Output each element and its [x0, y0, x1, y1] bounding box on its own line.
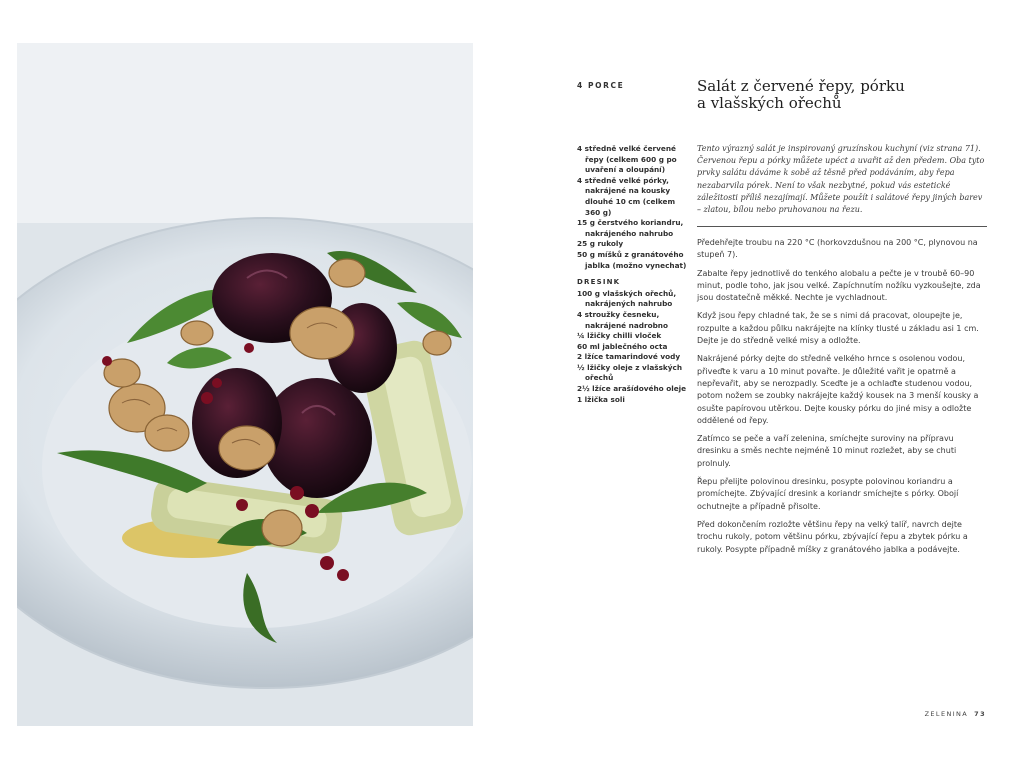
recipe-title-line-2: a vlašských ořechů: [697, 94, 842, 112]
method-step: Předehřejte troubu na 220 °C (horkovzdušnou na 200 °C, plynovou na stupeň 7).: [697, 238, 978, 260]
dressing-item: 2 lžíce tamarindové vody: [577, 352, 681, 362]
dressing-item: 4 stroužky česneku, nakrájené nadrobno: [577, 309, 669, 330]
method-steps: [697, 237, 989, 562]
dressing-item: 100 g vlašských ořechů, nakrájených nahrubo: [577, 288, 677, 309]
method-step: Řepu přelijte polovinou dresinku, posypte polovinou koriandru a promíchejte. Zbývající dresink a koriandr smíchejte s pórky. Obojí ochutnejte a případně přisolte.: [697, 477, 959, 511]
dressing-ingredient-list: [577, 289, 689, 406]
salad-plate-illustration: [17, 43, 473, 726]
ingredient-item: 50 g míšků z granátového jablka (možno vynechat): [577, 249, 687, 270]
method-step: Zabalte řepy jednotlivě do tenkého alobalu a pečte je v troubě 60–90 minut, podle toho, jak jsou velké. Zapíchnutím nožíku vyzkoušejte, zda jsou dostatečně měkké. Nechte je vychladnout.: [697, 268, 981, 303]
page-footer: [925, 710, 986, 718]
servings-label: 4 PORCE: [577, 81, 625, 90]
ingredient-item: 4 středně velké pórky, nakrájené na kousky dlouhé 10 cm (celkem 360 g): [577, 175, 676, 217]
divider: [697, 226, 987, 227]
dressing-item: 60 ml jablečného octa: [577, 341, 668, 351]
dressing-item: ¼ lžičky chilli vloček: [577, 331, 662, 341]
method-step: Nakrájené pórky dejte do středně velkého hrnce s osolenou vodou, přiveďte k varu a 10 minut povařte. Je důležité vařit je opatrně a nepřevařit, aby se nerozpadly. Sceďte je a ochlaďte studenou vodou, potom nožem se zoubky nakrájejte každý kousek na 3 menší kousky a osušte papírovou utěrkou. Dejte kousky pórku do jiné misy a odložte oddělené od řepy.: [697, 354, 979, 425]
dressing-item: 1 lžička soli: [577, 394, 625, 404]
method-step: Před dokončením rozložte většinu řepy na velký talíř, navrch dejte trochu rukoly, potom většinu pórku, zbývající řepu a zbytek pórku a rukoly. Posypte případně míšky z granátového jablka a podávejte.: [697, 519, 968, 554]
dressing-item: ½ lžičky oleje z vlašských ořechů: [577, 362, 683, 383]
method-step: Když jsou řepy chladné tak, že se s nimi dá pracovat, oloupejte je, rozpulte a každou půlku nakrájejte na klínky tlusté u základu asi 1 cm. Dejte je do středně velké misy a odložte.: [697, 311, 979, 346]
ingredient-item: 4 středně velké červené řepy (celkem 600 g po uvaření a oloupání): [577, 144, 677, 175]
page-number: 73: [974, 710, 986, 718]
recipe-intro: Tento výrazný salát je inspirovaný gruzínskou kuchyní (viz strana 71). Červenou řepu a pórky můžete upéct a uvařit až den předem. Oba tyto prvky salátu dáváme k sobě až těsně před podáváním, aby řepa nezabarvila pórek. Není to však nezbytné, pokud vás estetické záležitosti příliš nezajímají. Můžete použít i salátové řepy jiných barev – zlatou, bílou nebo pruhovanou na řezu.: [697, 144, 985, 215]
recipe-title-line-1: Salát z červené řepy, pórku: [697, 77, 905, 95]
dressing-heading: DRESINK: [577, 278, 621, 287]
ingredients-column: [577, 144, 689, 405]
ingredient-list: [577, 144, 689, 271]
recipe-title: [697, 78, 987, 112]
ingredient-item: 15 g čerstvého koriandru, nakrájeného nahrubo: [577, 218, 684, 238]
method-step: Zatímco se peče a vaří zelenina, smíchejte suroviny na přípravu dresinku a směs nechte nejméně 10 minut rozležet, aby se chuti prolnuly.: [697, 434, 957, 468]
food-photo: [17, 43, 473, 726]
dressing-item: 2½ lžíce arašídového oleje: [577, 384, 687, 394]
ingredient-item: 25 g rukoly: [577, 239, 624, 249]
section-name: ZELENINA: [924, 710, 969, 718]
